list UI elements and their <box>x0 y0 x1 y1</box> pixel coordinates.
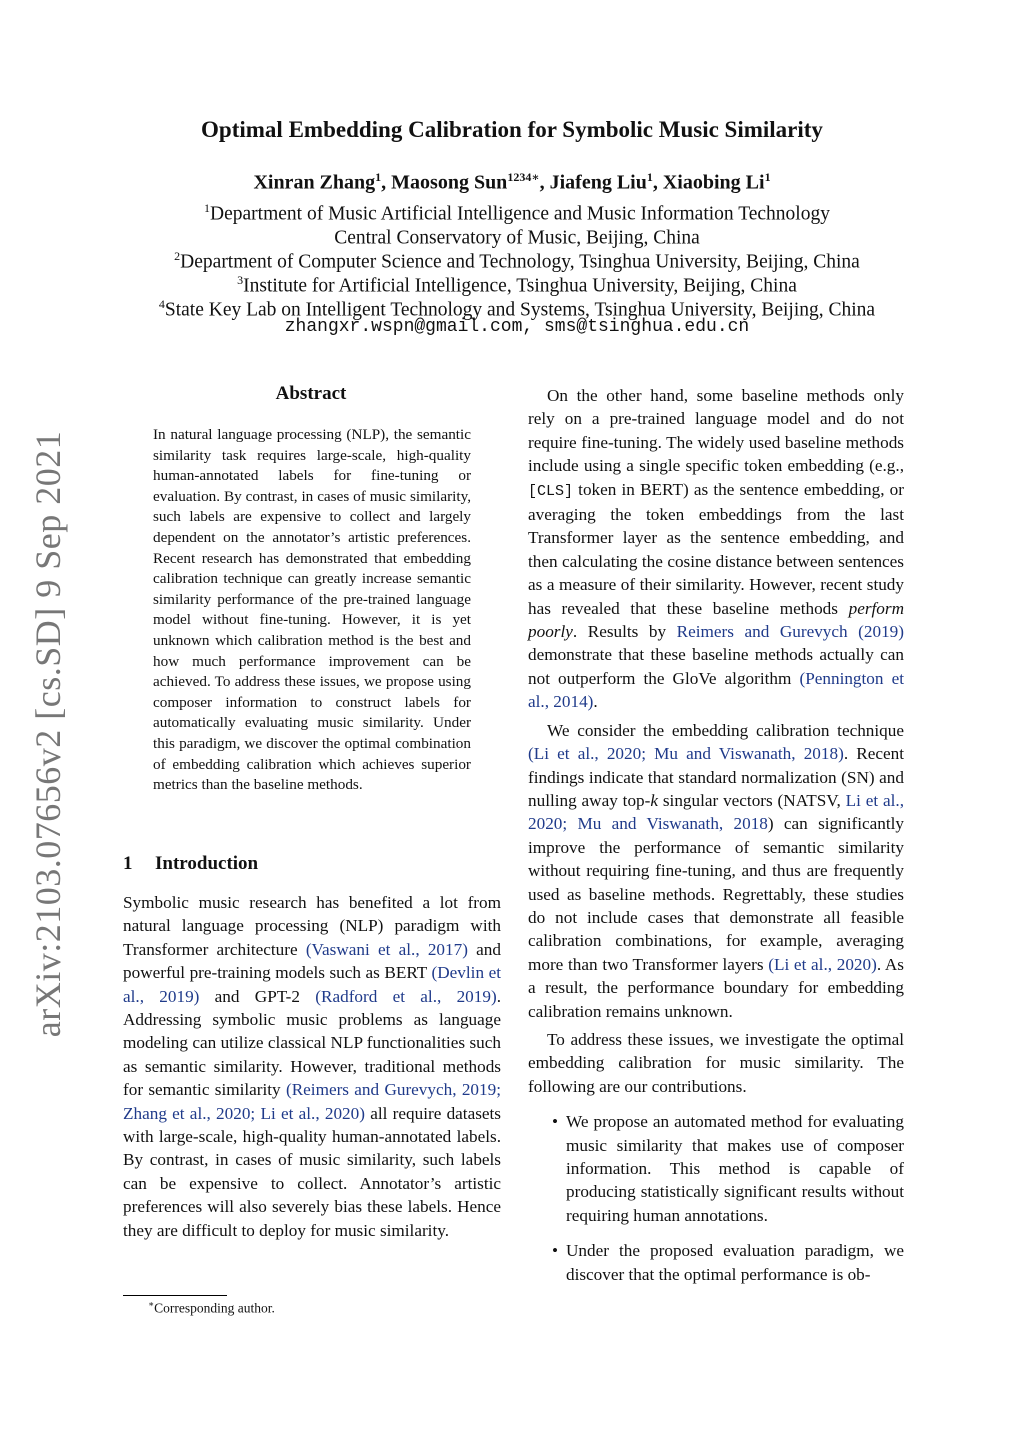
affiliation-line: $^3$Institute for Artificial Intelligence, Tsinghua University, Beijing, China <box>237 273 797 297</box>
emphasis: k <box>650 790 658 810</box>
author-name: Xinran Zhang <box>253 171 376 194</box>
affiliation-line: $^2$Department of Computer Science and Technology, Tsinghua University, Beijing, China <box>174 249 860 273</box>
code-token: [CLS] <box>528 482 574 500</box>
author-affiliation-mark: 1 <box>646 170 653 184</box>
contribution-item: • We propose an automated method for evaluating music similarity that makes use of composer information. This method is capable of producing statistically significant results without requiring human annotations. <box>552 1112 904 1225</box>
author-affiliation-mark: 1 <box>375 170 382 184</box>
contribution-item: • Under the proposed evaluation paradigm, we discover that the optimal performance is ob- <box>552 1241 904 1284</box>
citation-link[interactable]: Reimers and Gurevych (2019) <box>676 622 904 642</box>
footnote-divider <box>123 1295 227 1296</box>
author-affiliation-mark: 1234∗ <box>507 170 540 184</box>
author-list: Xinran Zhang$^1$, Maosong Sun$^{1234∗}$, Jiafeng Liu$^1$, Xiaobing Li$^1$ <box>253 170 771 194</box>
bullet-mark: • <box>552 1241 559 1261</box>
footnote-mark: ∗ <box>148 1299 155 1309</box>
author-name: Xiaobing Li <box>662 171 765 194</box>
introduction-paragraph: Symbolic music research has benefited a lot from natural language processing (NLP) paradigm with Transformer architecture (Vaswani et al., 2017) and powerful pre-training models such as BERT (Devlin et al., 2019) and GPT-2 (Radford et al., 2019). Addressing symbolic music problems as language modeling can utilize classical NLP functionalities such as semantic similarity. However, traditional methods for semantic similarity (Reimers and Gurevych, 2019; Zhang et al., 2020; Li et al., 2020) all require datasets with large-scale, high-quality human-annotated labels. By contrast, in cases of music similarity, such labels can be expensive to collect. Annotator’s artistic preferences will also severely bias these labels. Hence they are difficult to deploy for music similarity. <box>123 893 501 1240</box>
paragraph: On the other hand, some baseline methods only rely on a pre-trained language model and do not require fine-tuning. The widely used baseline methods include using a single specific token embedding (e.g., [CLS] token in BERT) as the sentence embedding, or averaging the token embeddings from the last Transformer layer as the sentence embedding, and then calculating the cosine distance between sentences as a measure of their similarity. However, recent study has revealed that these baseline methods perform poorly. Results by Reimers and Gurevych (2019) demonstrate that these baseline methods actually can not outperform the GloVe algorithm (Pennington et al., 2014). <box>528 386 904 712</box>
citation-link[interactable]: (Radford et al., 2019) <box>315 986 497 1006</box>
paragraph: We consider the embedding calibration technique (Li et al., 2020; Mu and Viswanath, 2018). Recent findings indicate that standard normalization (SN) and nulling away top-k singular vectors (NATSV, Li et al., 2020; Mu and Viswanath, 2018) can significantly improve the performance of semantic similarity without requiring fine-tuning, and thus are frequently used as baseline methods. Regrettably, these studies do not include cases that demonstrate all feasible calibration combinations, for example, averaging more than two Transformer layers (Li et al., 2020). As a result, the performance boundary for embedding calibration remains unknown. <box>528 720 904 1021</box>
citation-link[interactable]: (Vaswani et al., 2017) <box>305 939 468 959</box>
author-emails: zhangxr.wspn@gmail.com, sms@tsinghua.edu.cn <box>284 317 750 337</box>
citation-link[interactable]: (Li et al., 2020; Mu and Viswanath, 2018) <box>528 744 844 764</box>
arxiv-identifier: arXiv:2103.07656v2 [cs.SD] 9 Sep 2021 <box>28 430 68 1038</box>
abstract-text: In natural language processing (NLP), the semantic similarity task requires large-scale, high-quality human-annotated labels for fine-tuning or evaluation. By contrast, in cases of music similarity, such labels are expensive to collect and largely dependent on the annotator’s artistic preferences. Recent research has demonstrated that embedding calibration technique can greatly increase semantic similarity performance of the pre-trained language model without fine-tuning. However, it is yet unknown which calibration method is the best and how much performance improvement can be achieved. To address these issues, we propose using composer information to construct labels for automatically evaluating music similarity. Under this paradigm, we discover the optimal combination of embedding calibration which achieves superior metrics than the baseline methods. <box>153 426 471 794</box>
right-column <box>528 384 904 1286</box>
citation-link[interactable]: (Devlin et al., 2019) <box>123 963 501 1006</box>
paragraph: To address these issues, we investigate the optimal embedding calibration for music similarity. The following are our contributions. <box>528 1029 904 1096</box>
section-number: 1 <box>123 853 133 874</box>
bullet-mark: • <box>552 1112 559 1132</box>
affiliation-line: Central Conservatory of Music, Beijing, China <box>334 227 700 249</box>
author-name: Jiafeng Liu <box>549 171 647 194</box>
footnote: ∗Corresponding author. <box>148 1299 275 1316</box>
citation-link[interactable]: (Reimers and Gurevych, 2019; Zhang et al., 2020; Li et al., 2020) <box>123 1080 501 1123</box>
citation-link[interactable]: Li et al., 2020; Mu and Viswanath, 2018 <box>528 790 904 834</box>
paper-title: Optimal Embedding Calibration for Symbolic Music Similarity <box>201 117 823 142</box>
section-title: Introduction <box>155 853 259 874</box>
author-name: Maosong Sun <box>391 171 508 194</box>
citation-link[interactable]: (Pennington et al., 2014) <box>528 668 904 712</box>
abstract-heading: Abstract <box>275 383 347 404</box>
affiliation-line: $^1$Department of Music Artificial Intelligence and Music Information Technology <box>204 201 830 225</box>
author-affiliation-mark: 1 <box>764 170 771 184</box>
citation-link[interactable]: (Li et al., 2020) <box>768 954 877 974</box>
affiliation-line: $^4$State Key Lab on Intelligent Technology and Systems, Tsinghua University, Beijing, China <box>158 297 876 321</box>
section-heading-introduction <box>123 853 503 875</box>
emphasis: perform poorly <box>528 598 904 642</box>
